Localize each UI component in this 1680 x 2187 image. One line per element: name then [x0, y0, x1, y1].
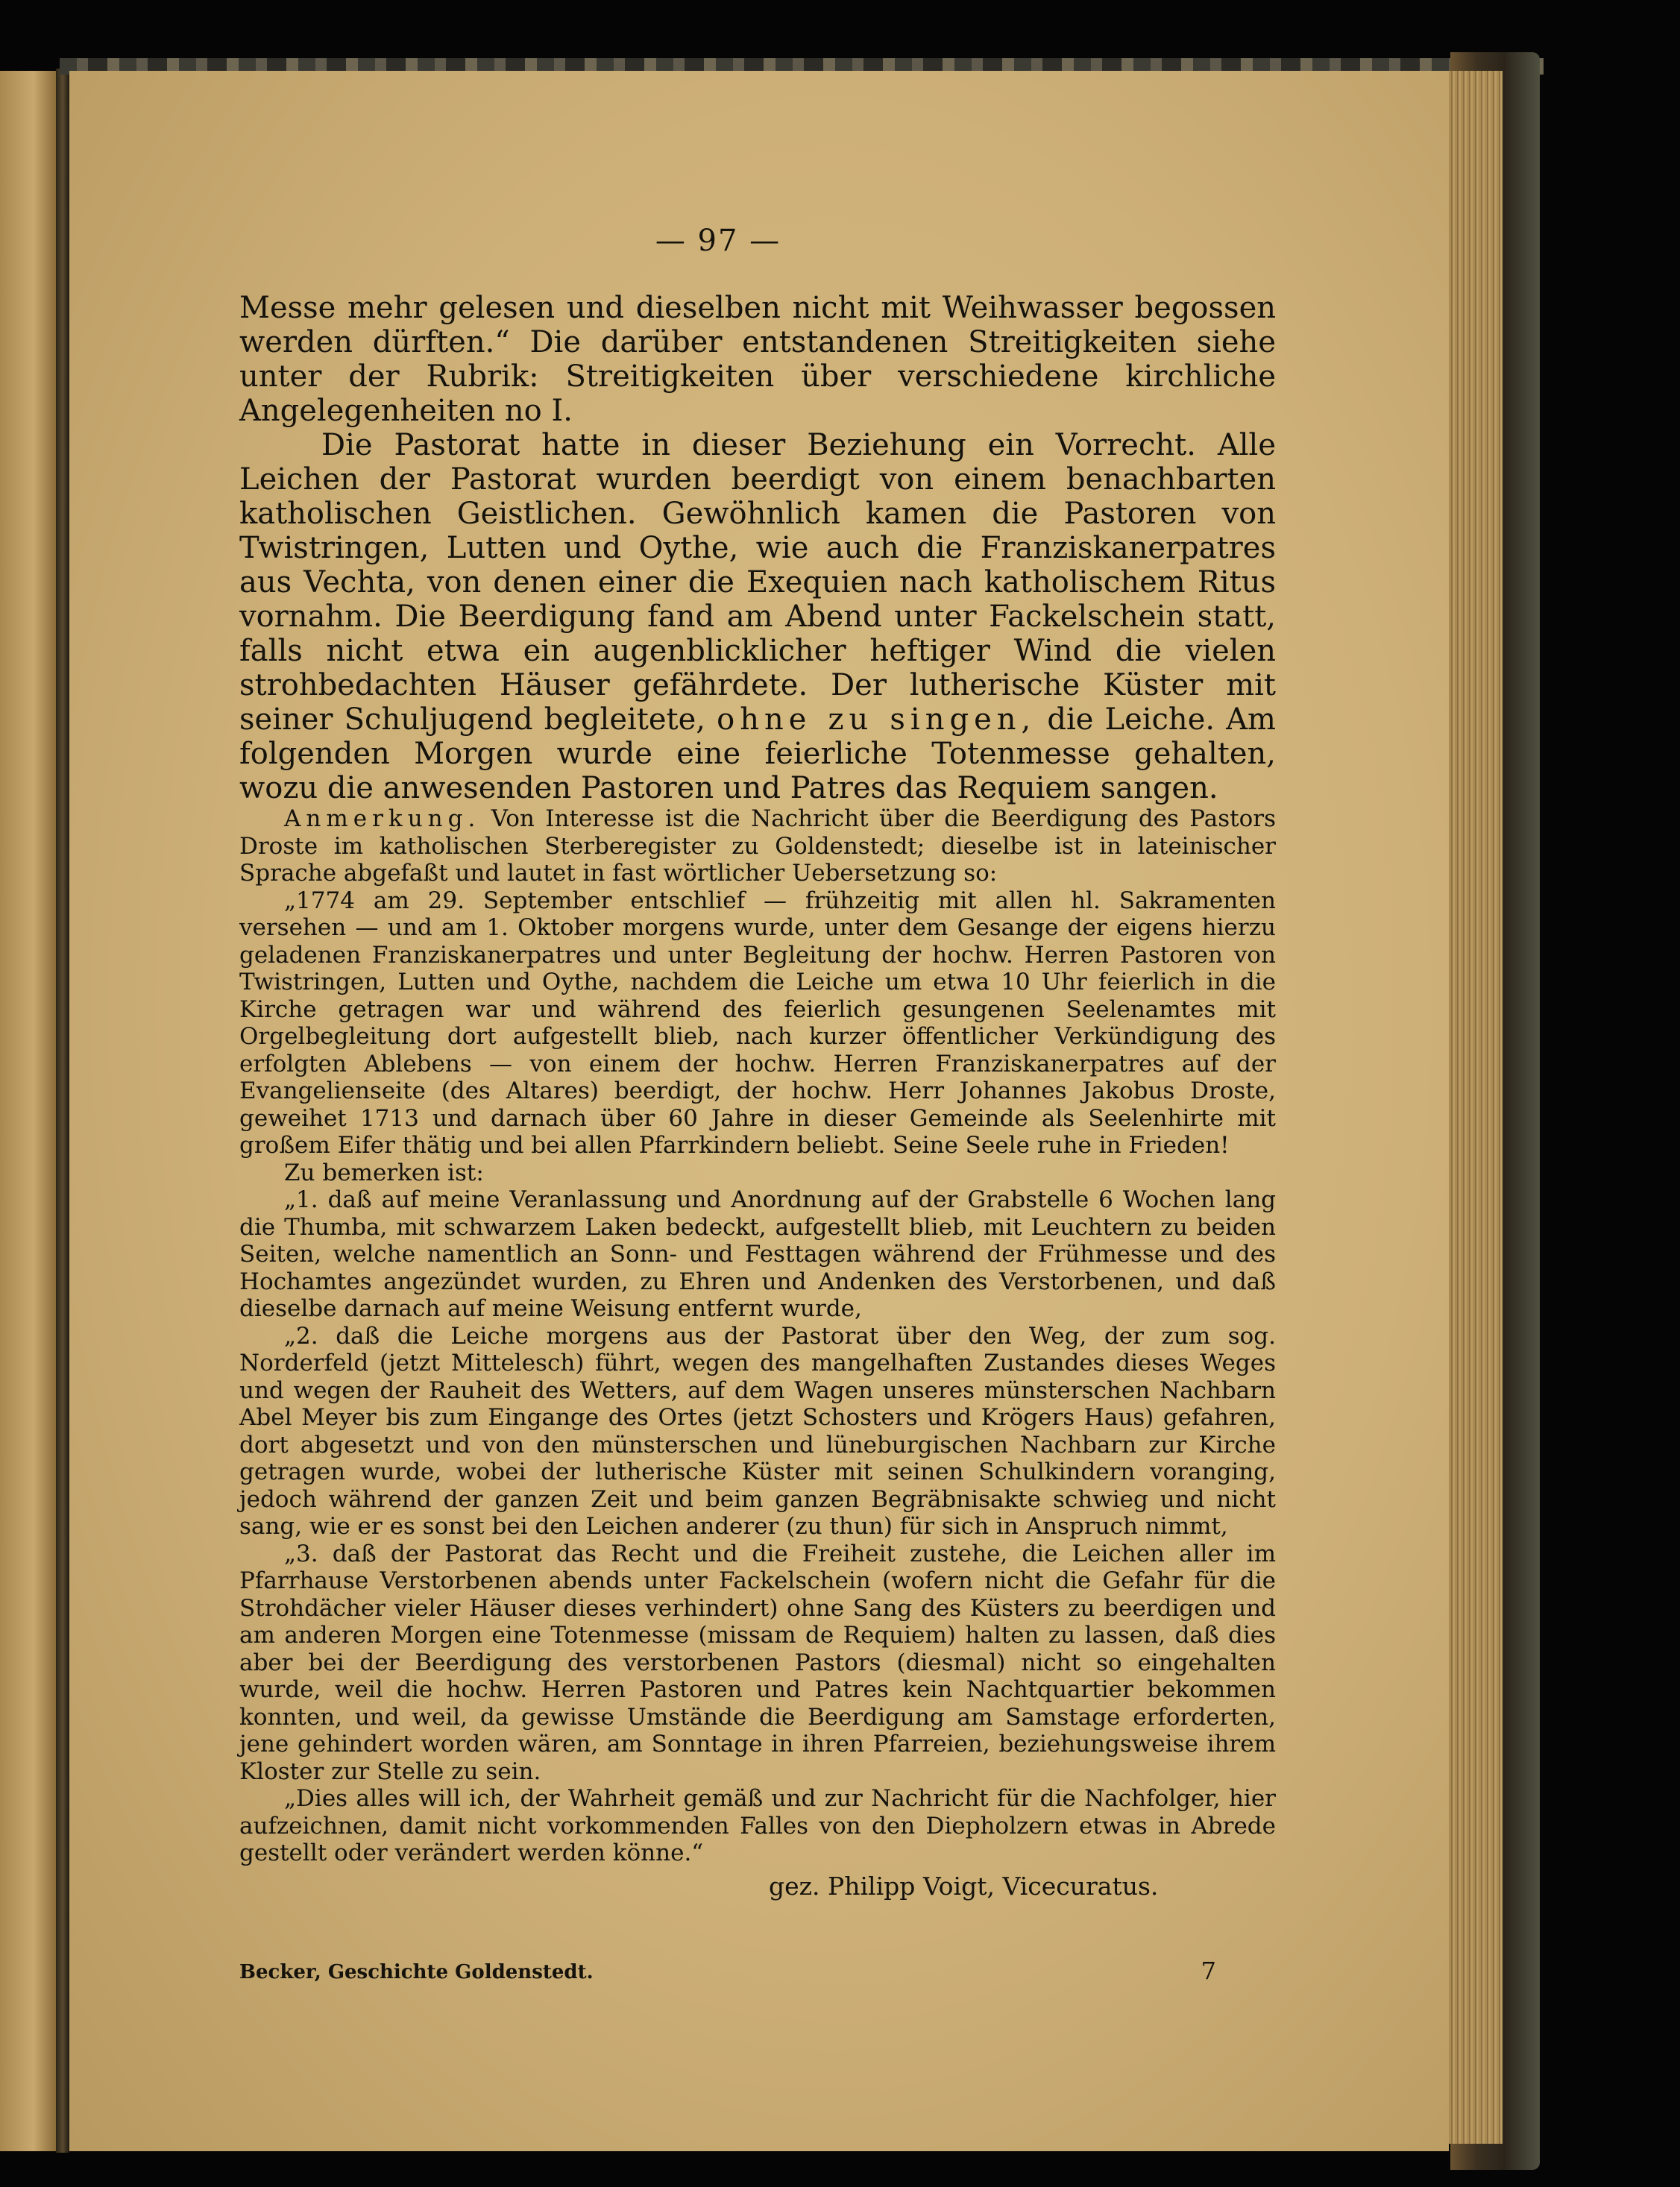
page-footer [239, 1957, 1216, 1985]
page-block-edges [1443, 71, 1503, 2144]
note-item-1: „1. daß auf meine Veranlassung und Anordnung auf der Grabstelle 6 Wochen lang die Thumba, mit schwarzem Laken bedeckt, aufgestellt blieb, mit Leuchtern zu beiden Seiten, welche namentlich an Sonn- und Festtagen während der Frühmesse und des Hochamtes angezündet wurden, zu Ehren und Andenken des Verstorbenen, und daß dieselbe darnach auf meine Weisung entfernt wurde, [239, 1186, 1276, 1322]
note-label: Anmerkung. [284, 805, 481, 832]
signature-mark: 7 [1201, 1957, 1216, 1985]
page-number: — 97 — [655, 224, 781, 258]
note-quote: „1774 am 29. September entschlief — frühzeitig mit allen hl. Sakramenten versehen — und am 1. Oktober morgens wurde, unter dem Gesange der eigens hierzu geladenen Franziskanerpatres und unter Begleitung der hochw. Herren Pastoren von Twistringen, Lutten und Oythe, nachdem die Leiche um etwa 10 Uhr feierlich in die Kirche getragen war und während des feierlich gesungenen Seelenamtes mit Orgelbegleitung dort aufgestellt blieb, nach kurzer öffentlicher Verkündigung des erfolgten Ablebens — von einem der hochw. Herren Franziskanerpatres auf der Evangelienseite (des Altares) beerdigt, der hochw. Herr Johannes Jakobus Droste, geweihet 1713 und darnach über 60 Jahre in dieser Gemeinde als Seelenhirte mit großem Eifer thätig und bei allen Pfarrkindern beliebt. Seine Seele ruhe in Frieden! [239, 887, 1276, 1159]
note-closing: „Dies alles will ich, der Wahrheit gemäß und zur Nachricht für die Nachfolger, hier aufzeichnen, damit nicht vorkommenden Falles von den Diepholzern etwas in Abrede gestellt oder verändert werden könne.“ [239, 1785, 1276, 1866]
paragraph-2-text: Die Pastorat hatte in dieser Beziehung ein Vorrecht. Alle Leichen der Pastorat wurden beerdigt von einem benachbarten katholischen Geistlichen. Gewöhnlich kamen die Pastoren von Twistringen, Lutten und Oythe, wie auch die Franziskanerpatres aus Vechta, von denen einer die Exequien nach katholischem Ritus vornahm. Die Beerdigung fand am Abend unter Fackelschein statt, falls nicht etwa ein augenblicklicher heftiger Wind die vielen strohbedachten Häuser gefährdete. Der lutherische Küster mit seiner Schuljugend begleitete, [239, 428, 1276, 737]
book-page [69, 71, 1449, 2151]
paragraph-2-end: die Leiche. Am folgenden Morgen wurde eine feierliche Totenmesse gehalten, wozu die anwesenden Pastoren und Patres das Requiem sangen. [239, 702, 1276, 805]
note-item-3: „3. daß der Pastorat das Recht und die Freiheit zustehe, die Leichen aller im Pfarrhause Verstorbenen abends unter Fackelschein (wofern nicht die Gefahr für die Strohdächer vieler Häuser dieses verhindert) ohne Sang des Küsters zu beerdigen und am anderen Morgen eine Totenmesse (missam de Requiem) halten zu lassen, daß dies aber bei der Beerdigung des verstorbenen Pastors (diesmal) nicht so eingehalten wurde, weil die hochw. Herren Pastoren und Patres kein Nachtquartier bekommen konnten, und weil, da gewisse Umstände die Beerdigung am Samstage erforderten, jene gehindert worden wären, am Sonntage in ihren Pfarreien, beziehungsweise ihrem Kloster zur Stelle zu sein. [239, 1540, 1276, 1785]
page-text [239, 291, 1276, 1901]
note-signature: gez. Philipp Voigt, Vicecuratus. [769, 1871, 1159, 1901]
paragraph-2 [239, 428, 1276, 805]
note-intro-text: Von Interesse ist die Nachricht über die Beerdigung des Pastors Droste im katholischen Sterberegister zu Goldenstedt; dieselbe ist in lateinischer Sprache abgefaßt und lautet in fast wörtlicher Uebersetzung so: [239, 805, 1277, 887]
emphasis-text: ohne zu singen, [717, 702, 1036, 737]
paragraph-1: Messe mehr gelesen und dieselben nicht mit Weihwasser begossen werden dürften.“ Die darüber entstandenen Streitigkeiten siehe unter der Rubrik: Streitigkeiten über verschiedene kirchliche Angelegenheiten no I. [239, 291, 1276, 428]
book-gutter [56, 69, 69, 2153]
note-item-2: „2. daß die Leiche morgens aus der Pastorat über den Weg, der zum sog. Norderfeld (jetzt Mittelesch) führt, wegen des mangelhaften Zustandes dieses Weges und wegen der Rauheit des Wetters, auf dem Wagen unseres münsterschen Nachbarn Abel Meyer bis zum Eingange des Ortes (jetzt Schosters und Krögers Haus) gefahren, dort abgesetzt und von den münsterschen und lüneburgischen Nachbarn zur Kirche getragen wurde, wobei der lutherische Küster mit seinen Schulkindern voranging, jedoch während der ganzen Zeit und beim ganzen Begräbnisakte schwieg und nicht sang, wie er es sonst bei den Leichen anderer (zu thun) für sich in Anspruch nimmt, [239, 1322, 1276, 1540]
footer-imprint: Becker, Geschichte Goldenstedt. [239, 1961, 594, 1983]
note-remark: Zu bemerken ist: [284, 1159, 484, 1186]
note-intro [239, 805, 1276, 887]
facing-page-edge [0, 71, 56, 2151]
